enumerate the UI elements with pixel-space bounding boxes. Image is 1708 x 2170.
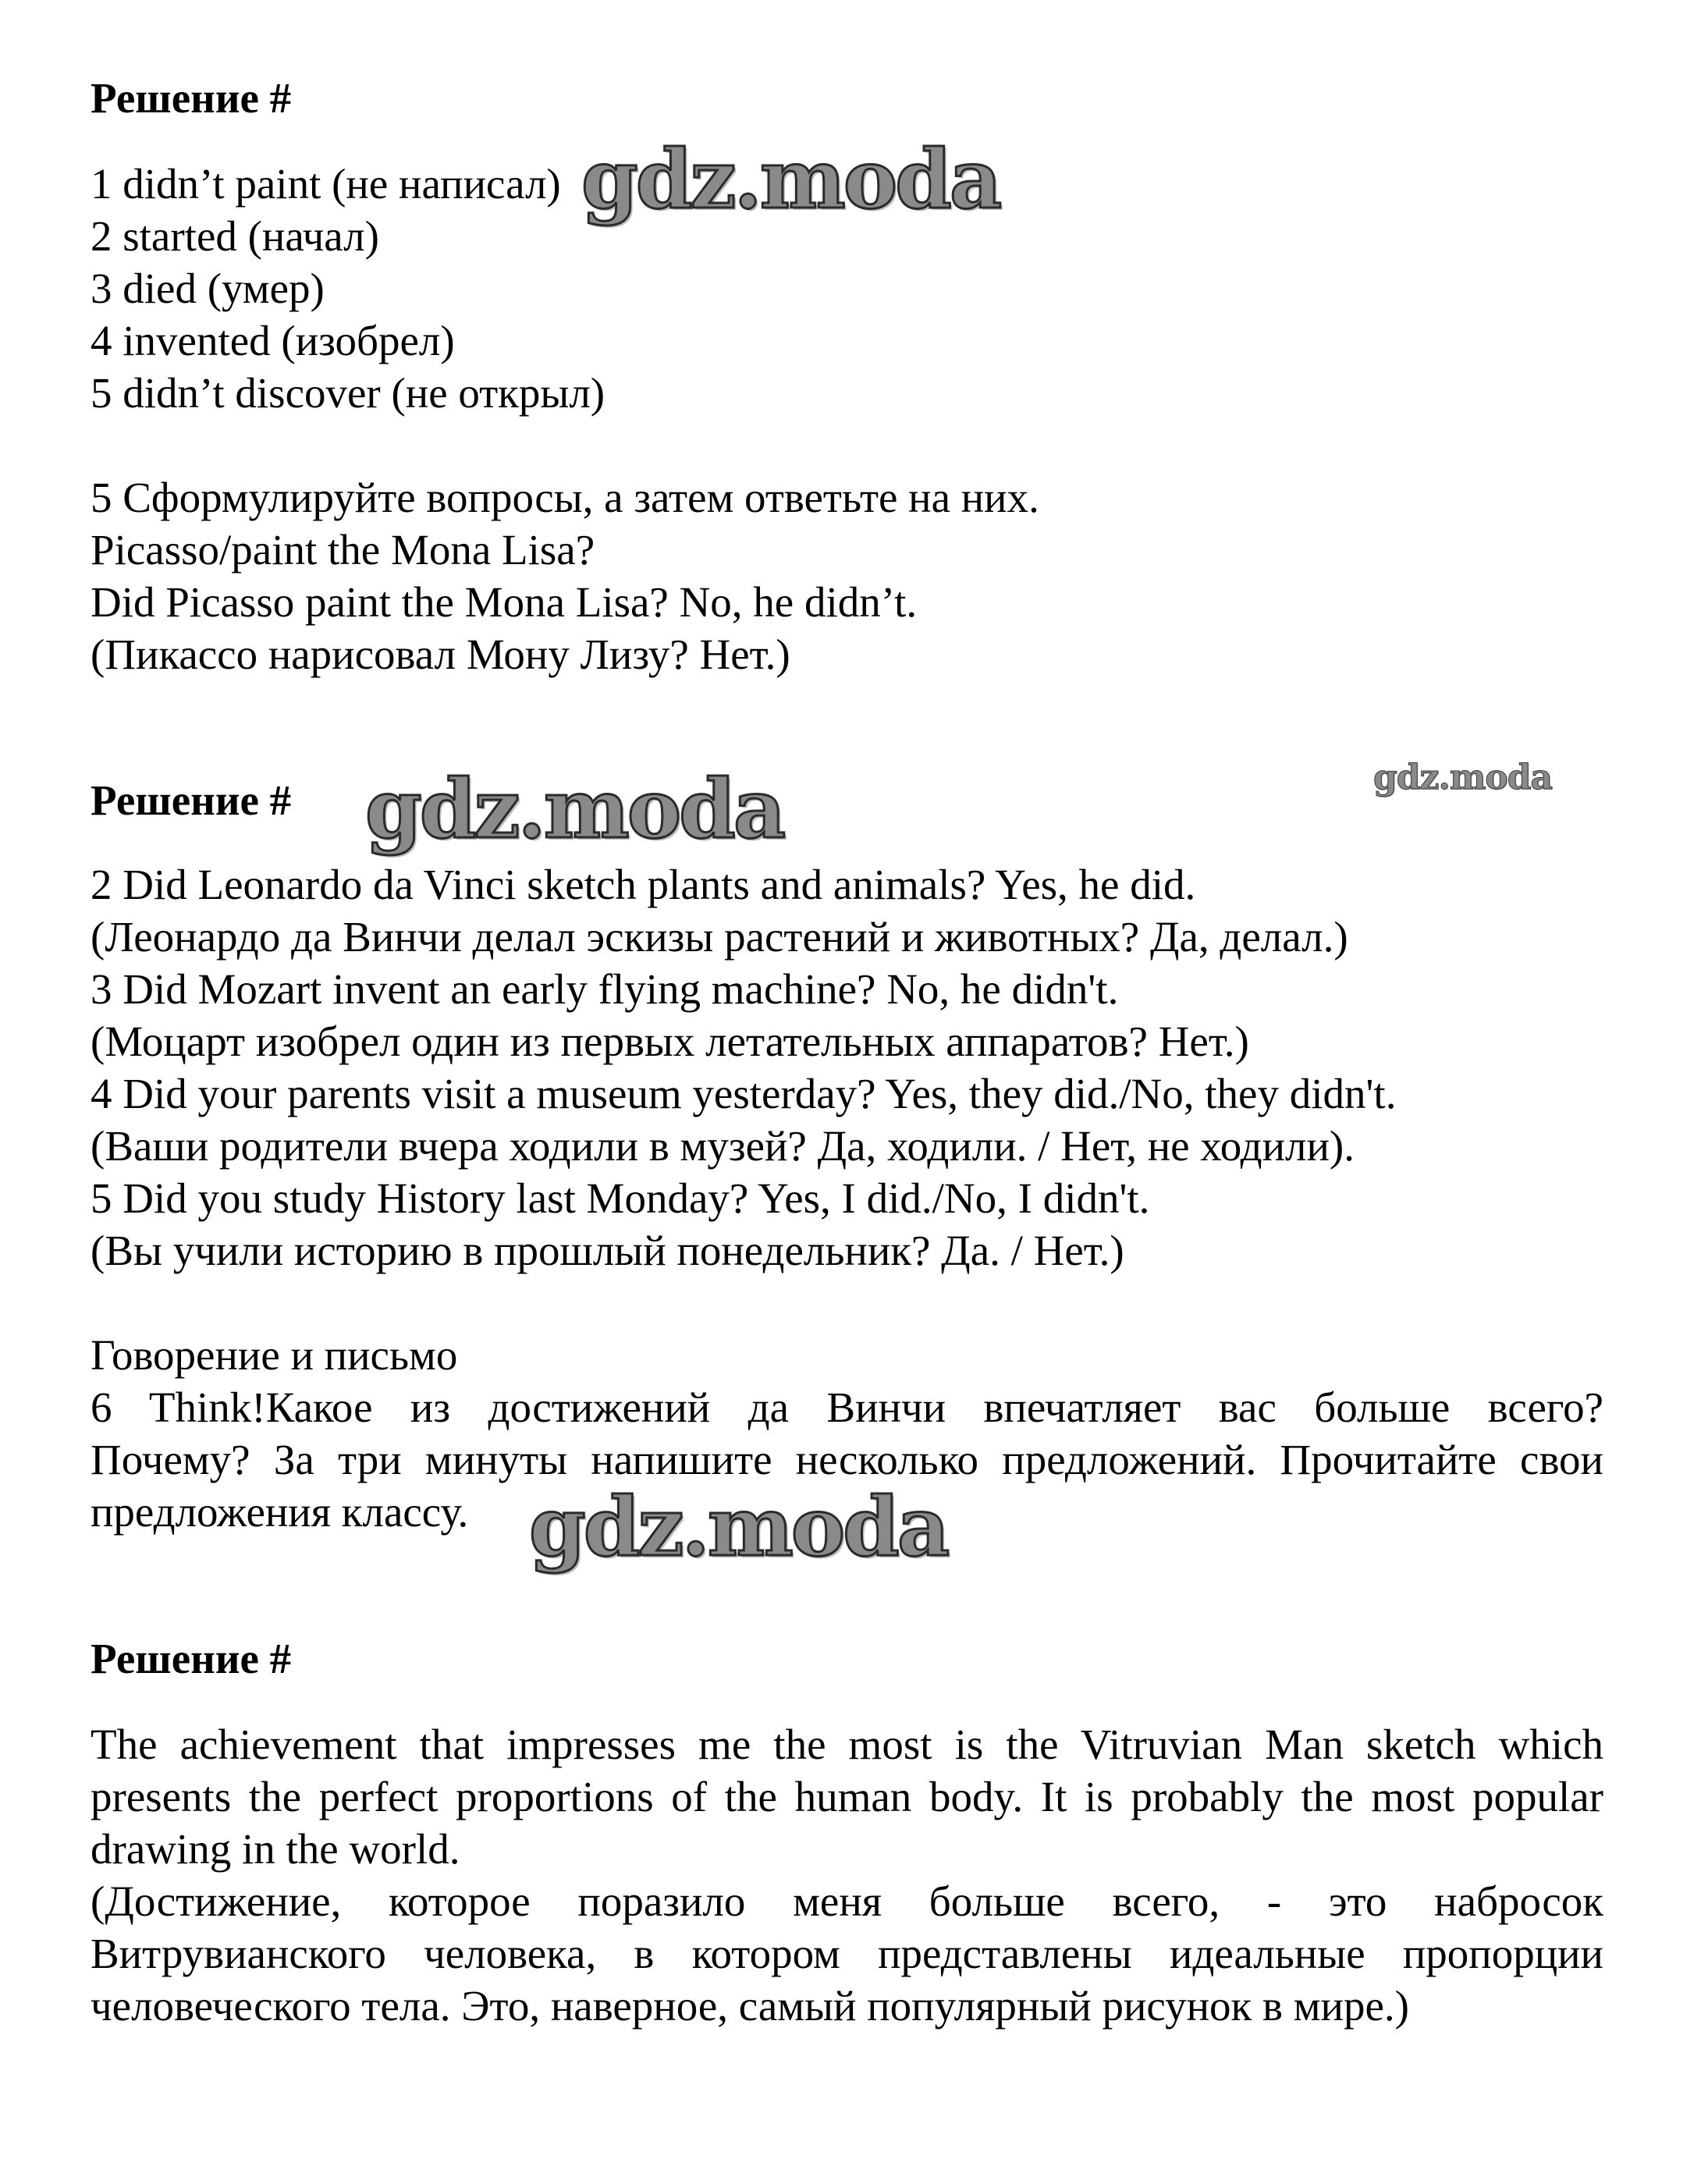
speaking-writing-heading: Говорение и письмо bbox=[91, 1331, 458, 1379]
solution-heading-1: Решение # bbox=[91, 74, 292, 122]
watermark-logo-2: gdz.moda bbox=[365, 761, 784, 857]
answer-line-2: 2 started (начал) bbox=[91, 212, 379, 260]
essay-translation-line-2: Витрувианского человека, в котором представлены идеальные пропорции bbox=[91, 1930, 1603, 1977]
answer-line-1: 1 didn’t paint (не написал) bbox=[91, 160, 561, 208]
answer-line-4: 4 invented (изобрел) bbox=[91, 317, 455, 364]
answer-line-3: 3 died (умер) bbox=[91, 265, 325, 312]
solution-heading-2: Решение # bbox=[91, 776, 292, 824]
question-translation-4: (Ваши родители вчера ходили в музей? Да, ходили. / Нет, не ходили). bbox=[91, 1122, 1355, 1170]
essay-translation-line-3: человеческого тела. Это, наверное, самый популярный рисунок в мире.) bbox=[91, 1982, 1409, 2030]
question-translation-2: (Леонардо да Винчи делал эскизы растений и животных? Да, делал.) bbox=[91, 913, 1348, 961]
exercise-5-example-translation: (Пикассо нарисовал Мону Лизу? Нет.) bbox=[91, 630, 790, 678]
essay-line-1: The achievement that impresses me the most is the Vitruvian Man sketch which bbox=[91, 1721, 1603, 1768]
question-line-4: 4 Did your parents visit a museum yesterday? Yes, they did./No, they didn't. bbox=[91, 1070, 1397, 1117]
question-line-5: 5 Did you study History last Monday? Yes, I did./No, I didn't. bbox=[91, 1174, 1150, 1222]
exercise-5-prompt: Picasso/paint the Mona Lisa? bbox=[91, 526, 595, 574]
essay-line-2: presents the perfect proportions of the human body. It is probably the most popular bbox=[91, 1773, 1603, 1820]
question-line-3: 3 Did Mozart invent an early flying machine? No, he didn't. bbox=[91, 965, 1119, 1013]
watermark-logo-3: gdz.moda bbox=[529, 1479, 948, 1575]
exercise-6-line-3: предложения классу. bbox=[91, 1488, 469, 1536]
question-translation-3: (Моцарт изобрел один из первых летательных аппаратов? Нет.) bbox=[91, 1018, 1249, 1065]
question-line-2: 2 Did Leonardo da Vinci sketch plants and animals? Yes, he did. bbox=[91, 861, 1196, 908]
exercise-6-line-1: 6 Think!Какое из достижений да Винчи впечатляет вас больше всего? bbox=[91, 1383, 1603, 1431]
essay-line-3: drawing in the world. bbox=[91, 1825, 460, 1873]
exercise-6-line-2: Почему? За три минуты напишите несколько предложений. Прочитайте свои bbox=[91, 1436, 1603, 1483]
essay-translation-line-1: (Достижение, которое поразило меня больше всего, - это набросок bbox=[91, 1877, 1603, 1925]
watermark-logo-1: gdz.moda bbox=[581, 131, 1000, 227]
watermark-logo-small: gdz.moda bbox=[1373, 758, 1553, 797]
question-translation-5: (Вы учили историю в прошлый понедельник? Да. / Нет.) bbox=[91, 1227, 1124, 1274]
solution-heading-3: Решение # bbox=[91, 1635, 292, 1682]
answer-line-5: 5 didn’t discover (не открыл) bbox=[91, 369, 605, 417]
exercise-5-example: Did Picasso paint the Mona Lisa? No, he didn’t. bbox=[91, 578, 918, 626]
exercise-5-instruction: 5 Сформулируйте вопросы, а затем ответьте на них. bbox=[91, 474, 1039, 521]
